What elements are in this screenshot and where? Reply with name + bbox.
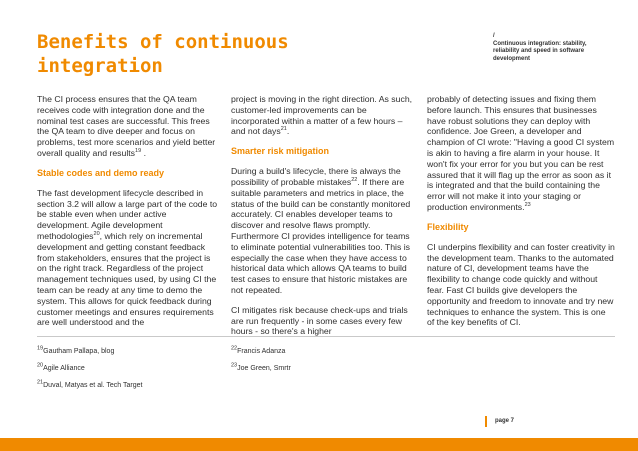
text-column-2 — [231, 94, 415, 346]
footnote-divider — [37, 336, 615, 337]
footnote-ref: 23 — [524, 202, 531, 209]
footnote-ref: 19 — [135, 148, 142, 155]
paragraph: The CI process ensures that the QA team receives code with integration done and the nominal test cases are successful. This frees the QA team to dive deeper and focus on problems, test more scenarios and yield better overall quality and results$^{19}$ . — [37, 94, 216, 158]
paragraph: During a build's lifecycle, there is always the possibility of probable mistakes$^{22}$. If there are suitable parameters and metrics in place, the status of the build can be constantly monitored accurately. CI enables developer teams to discover and resolve flaws promptly. Furthermore CI provides intelligence for teams to eliminate potential vulnerabilities too. This is especially the case when they have access to historical data which allows QA teams to build test cases to ensure that historic mistakes are not repeated. — [231, 166, 411, 295]
page-number: page 7 — [485, 416, 514, 427]
page-title: Benefits of continuous integration — [37, 31, 289, 77]
footnote-ref: 20 — [93, 231, 100, 238]
footnote: $^{19}$Gautham Pallapa, blog — [37, 345, 115, 355]
paragraph: CI mitigates risk because check-ups and trials are run frequently - in some cases every few hours - so there's a higher — [231, 304, 408, 337]
section-heading-flexibility: Flexibility — [427, 221, 469, 232]
paragraph: project is moving in the right direction. As such, customer-led improvements can be incorporated within a matter of a few hours – and not days$^{21}$. — [231, 94, 413, 137]
header-note — [493, 33, 608, 63]
footnotes-left — [37, 347, 217, 398]
footnote: $^{22}$Francis Adanza — [231, 345, 286, 355]
footnote: $^{23}$Joe Green, Smrtr — [231, 362, 291, 372]
section-heading-risk-mitigation: Smarter risk mitigation — [231, 146, 330, 157]
footer-accent-bar — [0, 438, 638, 451]
footnote-ref: 22 — [351, 177, 358, 184]
footnotes-right — [231, 347, 411, 381]
text-column-3 — [427, 94, 615, 337]
paragraph: The fast development lifecycle described in section 3.2 will allow a large part of the code to be stable even when under active development. Agile development methodologies$^{20}$, which rely on incremental development and getting constant feedback from stakeholders, ensures that the project is on the right track. Regardless of the project management techniques used, by using CI the team can be ready at any time to demo the system. This allows for quick feedback during customer meetings and ensures requirements are well understood and the — [37, 187, 218, 328]
header-note-text: Continuous integration: stability, reliability and speed in software development — [493, 40, 587, 62]
section-heading-stable-codes: Stable codes and demo ready — [37, 167, 165, 178]
header-slash: / — [493, 33, 495, 39]
footnote: $^{21}$Duval, Matyas et al. Tech Target — [37, 379, 143, 389]
paragraph: CI underpins flexibility and can foster creativity in the development team. Thanks to the automated nature of CI, development teams have the flexibility to change code quickly and without fear. Fast CI builds give developers the opportunity and freedom to innovate and try new techniques to enhance the system. This is one of the key benefits of CI. — [427, 241, 615, 328]
footnote: $^{20}$Agile Alliance — [37, 362, 85, 372]
text-column-1 — [37, 94, 220, 337]
paragraph: probably of detecting issues and fixing them before launch. This ensures that businesses have robust solutions they can deploy with confidence. Joe Green, a developer and champion of CI wrote: "Having a good CI system is akin to having a fire alarm in your house. It won't fix your error for you but you can be rest assured that it will flag up the error as soon as it is integrated and that the build containing the error will not make it into your staging or production environments.$^{23}$ — [427, 94, 615, 212]
footnote-ref: 21 — [280, 126, 287, 133]
